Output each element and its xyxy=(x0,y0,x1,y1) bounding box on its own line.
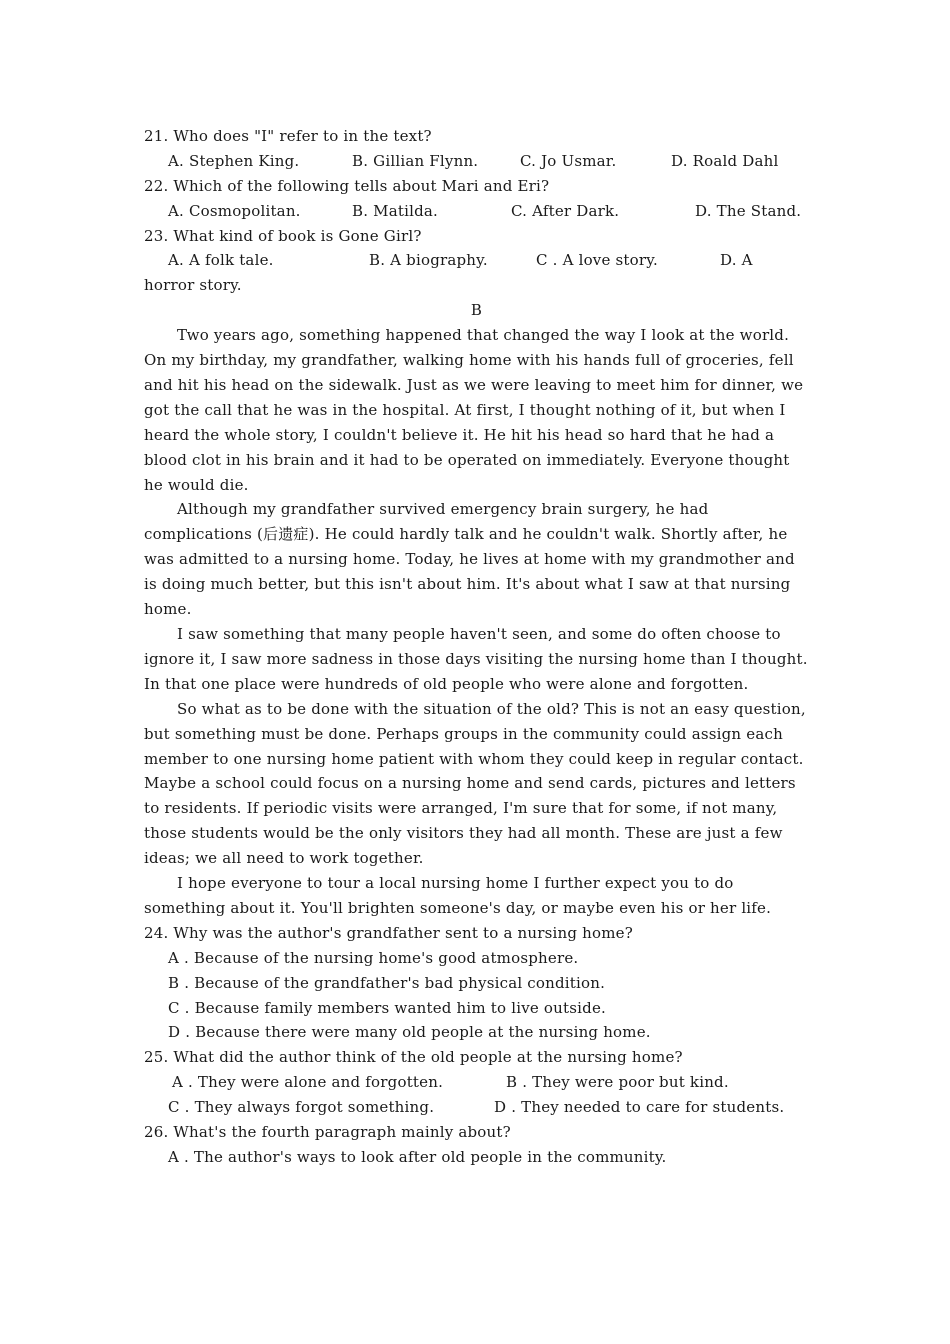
q21-stem: 21. Who does "I" refer to in the text? xyxy=(144,127,432,145)
q23-option-d: D. A xyxy=(720,251,753,270)
q23-option-c: C . A love story. xyxy=(536,251,658,270)
q23-stem: 23. What kind of book is Gone Girl? xyxy=(144,226,422,245)
q22-options xyxy=(144,199,809,224)
q21-option-a: A. Stephen King. xyxy=(168,151,300,170)
q21-option-d: D. Roald Dahl xyxy=(671,151,779,170)
q25-option-a: A . They were alone and forgotten. xyxy=(172,1073,444,1092)
passage-paragraph-4: So what as to be done with the situation of the old? This is not an easy question, but something must be done. Perhaps groups in the community could assign each member to one nursing home patient with whom they could keep in regular contact. Maybe a school could focus on a nursing home and send cards, pictures and letters to residents. If periodic visits were arranged, I'm sure that for some, if not many, those students would be the only visitors they had all month. These are just a few ideas; we all need to work together. xyxy=(144,699,806,868)
passage-paragraph-2: Although my grandfather survived emergency brain surgery, he had complications (后遗症). He could hardly talk and he couldn't walk. Shortly after, he was admitted to a nursing home. Today, he lives at home with my grandmother and is doing much better, but this isn't about him. It's about what I saw at that nursing home. xyxy=(144,500,795,619)
q21-options xyxy=(144,149,809,174)
q26-option-a: A . The author's ways to look after old people in the community. xyxy=(168,1147,667,1166)
q25-option-d: D . They needed to care for students. xyxy=(494,1098,785,1117)
q21-option-b: B. Gillian Flynn. xyxy=(352,151,479,170)
q25-options-row-1 xyxy=(144,1070,809,1095)
passage-paragraph-1: Two years ago, something happened that changed the way I look at the world. On my birthday, my grandfather, walking home with his hands full of groceries, fell and hit his head on the sidewalk. Just as we were leaving to meet him for dinner, we got the call that he was in the hospital. At first, I thought nothing of it, but when I heard the whole story, I couldn't believe it. He hit his head so hard that he had a blood clot in his brain and it had to be operated on immediately. Everyone thought he would die. xyxy=(144,326,804,494)
q24-option-a: A . Because of the nursing home's good atmosphere. xyxy=(168,948,579,967)
q22-option-d: D. The Stand. xyxy=(695,201,802,220)
q22-stem: 22. Which of the following tells about Mari and Eri? xyxy=(144,176,550,195)
q24-option-b: B . Because of the grandfather's bad physical condition. xyxy=(168,973,606,992)
exam-page xyxy=(144,124,809,1170)
q22-option-a: A. Cosmopolitan. xyxy=(168,201,301,220)
q21-option-c: C. Jo Usmar. xyxy=(520,151,617,170)
q25-option-b: B . They were poor but kind. xyxy=(506,1073,729,1092)
passage-paragraph-3: I saw something that many people haven't seen, and some do often choose to ignore it, I saw more sadness in those days visiting the nursing home than I thought. In that one place were hundreds of old people who were alone and forgotten. xyxy=(144,625,808,693)
q23-options xyxy=(144,248,809,273)
q24-stem: 24. Why was the author's grandfather sent to a nursing home? xyxy=(144,923,634,942)
q25-stem: 25. What did the author think of the old people at the nursing home? xyxy=(144,1048,683,1067)
section-b-heading: B xyxy=(470,301,483,320)
passage-paragraph-5: I hope everyone to tour a local nursing home I further expect you to do something about it. You'll brighten someone's day, or maybe even his or her life. xyxy=(144,874,772,917)
q24-option-d: D . Because there were many old people at the nursing home. xyxy=(168,1023,651,1042)
q23-option-a: A. A folk tale. xyxy=(168,251,274,270)
q22-option-c: C. After Dark. xyxy=(511,201,620,220)
q22-option-b: B. Matilda. xyxy=(352,201,438,220)
q25-options-row-2 xyxy=(144,1095,809,1120)
q26-stem: 26. What's the fourth paragraph mainly about? xyxy=(144,1123,511,1141)
q24-option-c: C . Because family members wanted him to live outside. xyxy=(168,998,606,1017)
q23-option-b: B. A biography. xyxy=(369,251,488,270)
q23-option-d-continued: horror story. xyxy=(144,276,242,295)
q25-option-c: C . They always forgot something. xyxy=(168,1098,435,1117)
